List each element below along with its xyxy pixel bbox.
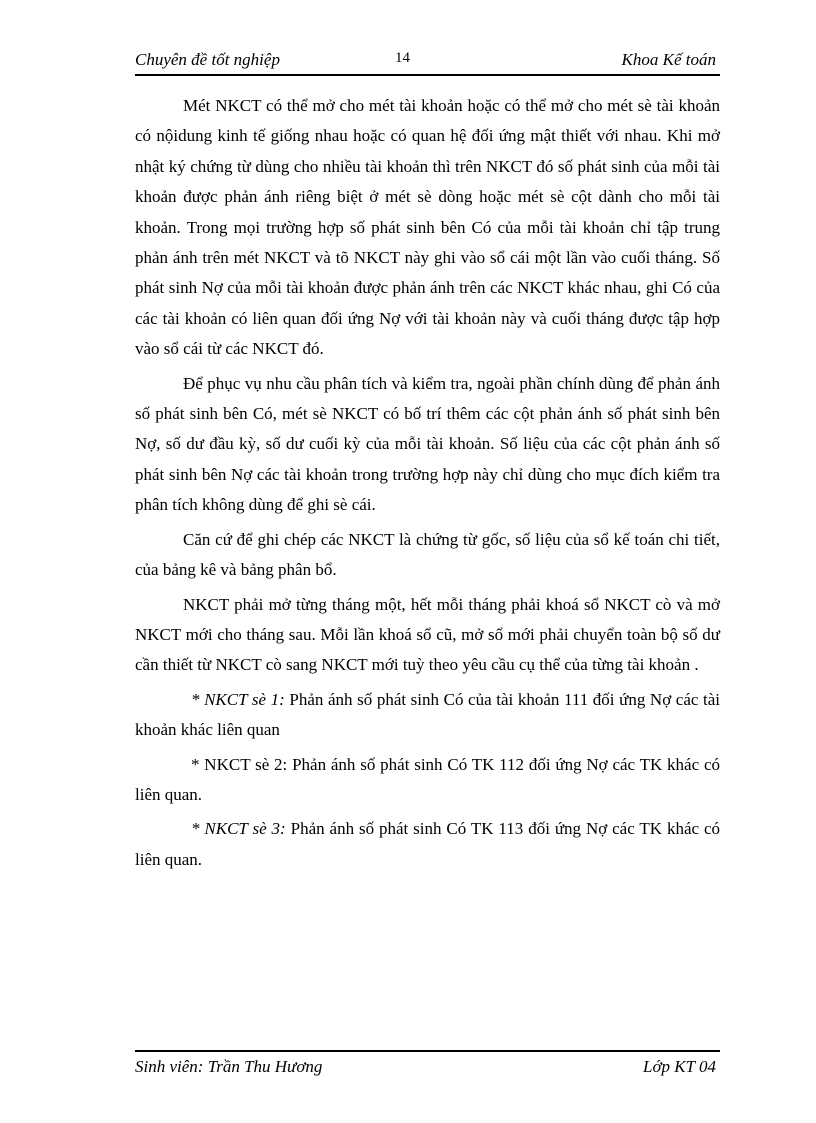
list-item-label: * NKCT sè 1: — [191, 689, 285, 709]
paragraph-4: NKCT phải mở từng tháng một, hết mỗi tháng phải khoá sổ NKCT cò và mở NKCT mới cho tháng sau. Mỗi lần khoá sổ cũ, mở sổ mới phải chuyển toàn bộ số dư cần thiết từ NKCT cò sang NKCT mới tuỳ theo yêu cầu cụ thể của từng tài khoản . — [135, 594, 720, 675]
paragraph-3: Căn cứ để ghi chép các NKCT là chứng từ gốc, số liệu của sổ kế toán chi tiết, của bảng kê và bảng phân bổ. — [135, 529, 720, 580]
list-item-nkct-1 — [135, 685, 720, 746]
footer-class: Lớp KT 04 — [642, 1057, 716, 1076]
page-header — [135, 48, 720, 76]
page-footer — [135, 1050, 720, 1080]
list-item-text: Phản ánh số phát sinh Có TK 113 đối ứng Nợ các TK khác có liên quan. — [135, 819, 720, 869]
list-item-nkct-3 — [135, 814, 720, 875]
paragraph-1: Mét NKCT có thể mở cho mét tài khoản hoặc có thể mở cho mét sè tài khoản có nộidung kinh tế giống nhau hoặc có quan hệ đối ứng mật thiết với nhau. Khi mở nhật ký chứng từ dùng cho nhiều tài khoản thì trên NKCT đó số phát sinh của mỗi tài khoản được phản ánh riêng biệt ở mét sè dòng hoặc mét sè cột dành cho mỗi tài khoản. Trong mọi trường hợp số phát sinh bên Có của mỗi tài khoản chỉ tập trung phản ánh trên mét NKCT và tõ NKCT này ghi vào sổ cái một lần vào cuối tháng. Số phát sinh Nợ của mỗi tài khoản được phản ánh trên các NKCT khác nhau, ghi Có của các tài khoản có liên quan đối ứng Nợ với tài khoản này và cuối tháng được tập hợp vào sổ cái từ các NKCT đó. — [135, 96, 720, 359]
list-item-text: Phản ánh số phát sinh Có của tài khoản 111 đối ứng Nợ các tài khoản khác liên quan — [135, 689, 720, 740]
page-number: 14 — [395, 50, 410, 66]
header-title: Chuyên đề tốt nghiệp — [135, 50, 280, 69]
footer-student: Sinh viên: Trần Thu Hương — [135, 1057, 323, 1076]
paragraph-2: Để phục vụ nhu cầu phân tích và kiểm tra, ngoài phần chính dùng để phản ánh số phát sinh bên Có, mét sè NKCT có bố trí thêm các cột phản ánh số phát sinh bên Nợ, số dư đầu kỳ, số dư cuối kỳ của mỗi tài khoản. Số liệu của các cột phản ánh số phát sinh bên Nợ các tài khoản trong trường hợp này chỉ dùng cho mục đích kiểm tra phân tích không dùng để ghi sè cái. — [135, 373, 720, 515]
list-item-nkct-2: * NKCT sè 2: Phản ánh số phát sinh Có TK 112 đối ứng Nợ các TK khác có liên quan. — [135, 754, 720, 804]
document-body — [135, 91, 720, 879]
header-department: Khoa Kế toán — [621, 50, 716, 69]
list-item-label: * NKCT sè 3: — [191, 819, 286, 839]
